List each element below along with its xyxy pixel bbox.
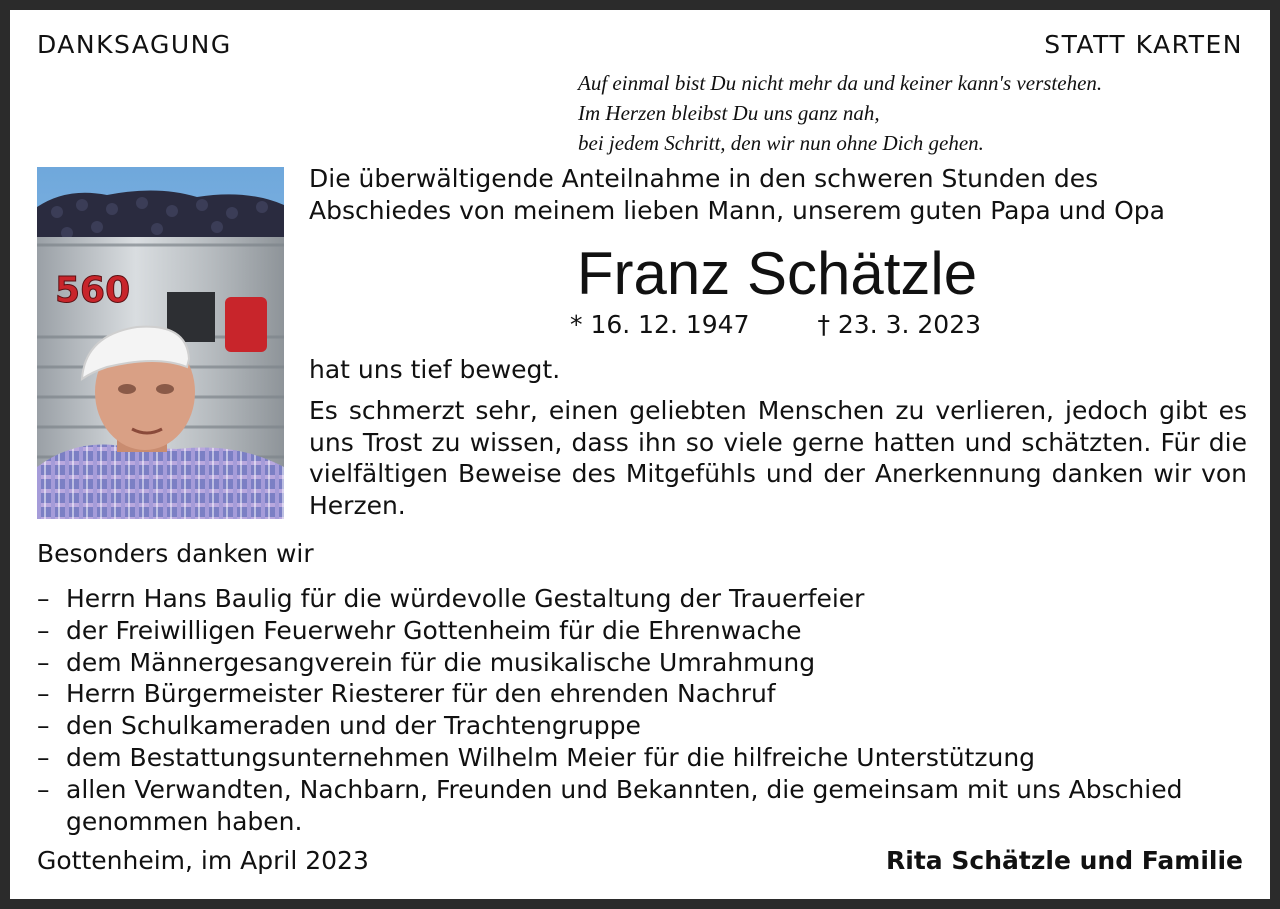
poem-line: Im Herzen bleibst Du uns ganz nah,	[578, 101, 880, 125]
intro-line: Abschiedes von meinem lieben Mann, unserem guten Papa und Opa	[309, 195, 1165, 225]
plate-number: 560	[55, 270, 131, 311]
gratitude-paragraph: Es schmerzt sehr, einen geliebten Menschen zu verlieren, jedoch gibt es uns Trost zu wissen, dass ihn so viele gerne hatten und schätzten. Für die vielfältigen Beweise des Mitgefühls und der Anerkennung danken wir von Herzen.	[309, 396, 1247, 520]
list-item	[37, 742, 1237, 774]
list-item-text: Herrn Hans Baulig für die würdevolle Gestaltung der Trauerfeier	[66, 584, 865, 613]
dash-marker: –	[37, 742, 50, 772]
deceased-name: Franz Schätzle	[576, 240, 978, 307]
moved-text: hat uns tief bewegt.	[309, 355, 561, 384]
list-item-text: dem Männergesangverein für die musikalische Umrahmung	[66, 647, 816, 677]
intro-text	[309, 163, 1247, 226]
dash-marker: –	[37, 774, 50, 804]
list-item	[37, 583, 1237, 615]
list-item	[37, 678, 1237, 710]
death-date: † 23. 3. 2023	[817, 310, 982, 339]
intro-line: Die überwältigende Anteilnahme in den schweren Stunden des	[309, 164, 1099, 193]
thanks-list	[37, 583, 1237, 837]
dash-marker: –	[37, 647, 50, 677]
list-item-text: der Freiwilligen Feuerwehr Gottenheim für die Ehrenwache	[66, 615, 802, 645]
special-thanks-heading: Besonders danken wir	[37, 539, 314, 568]
place-and-date: Gottenheim, im April 2023	[37, 846, 369, 875]
list-item-text: dem Bestattungsunternehmen Wilhelm Meier für die hilfreiche Unterstützung	[66, 742, 1036, 772]
list-item	[37, 615, 1237, 647]
birth-date: * 16. 12. 1947	[570, 310, 750, 339]
poem-line: Auf einmal bist Du nicht mehr da und keiner kann's verstehen.	[578, 71, 1103, 95]
dash-marker: –	[37, 711, 50, 741]
poem	[578, 68, 1243, 158]
poem-line: bei jedem Schritt, den wir nun ohne Dich gehen.	[578, 131, 984, 155]
dash-marker: –	[37, 679, 50, 709]
list-item	[37, 774, 1237, 838]
life-dates	[570, 310, 981, 339]
list-item-text: den Schulkameraden und der Trachtengruppe	[66, 711, 641, 741]
list-item-text: Herrn Bürgermeister Riesterer für den ehrenden Nachruf	[66, 679, 776, 709]
dash-marker: –	[37, 615, 50, 645]
list-item	[37, 647, 1237, 679]
header-danksagung: DANKSAGUNG	[37, 30, 232, 59]
signature: Rita Schätzle und Familie	[886, 846, 1243, 875]
header-statt-karten: STATT KARTEN	[1044, 30, 1243, 59]
portrait-photo	[37, 167, 284, 519]
obituary-card	[10, 10, 1270, 899]
dash-marker: –	[37, 584, 50, 613]
list-item	[37, 710, 1237, 742]
list-item-text: allen Verwandten, Nachbarn, Freunden und Bekannten, die gemeinsam mit uns Abschied genommen haben.	[66, 774, 1183, 836]
